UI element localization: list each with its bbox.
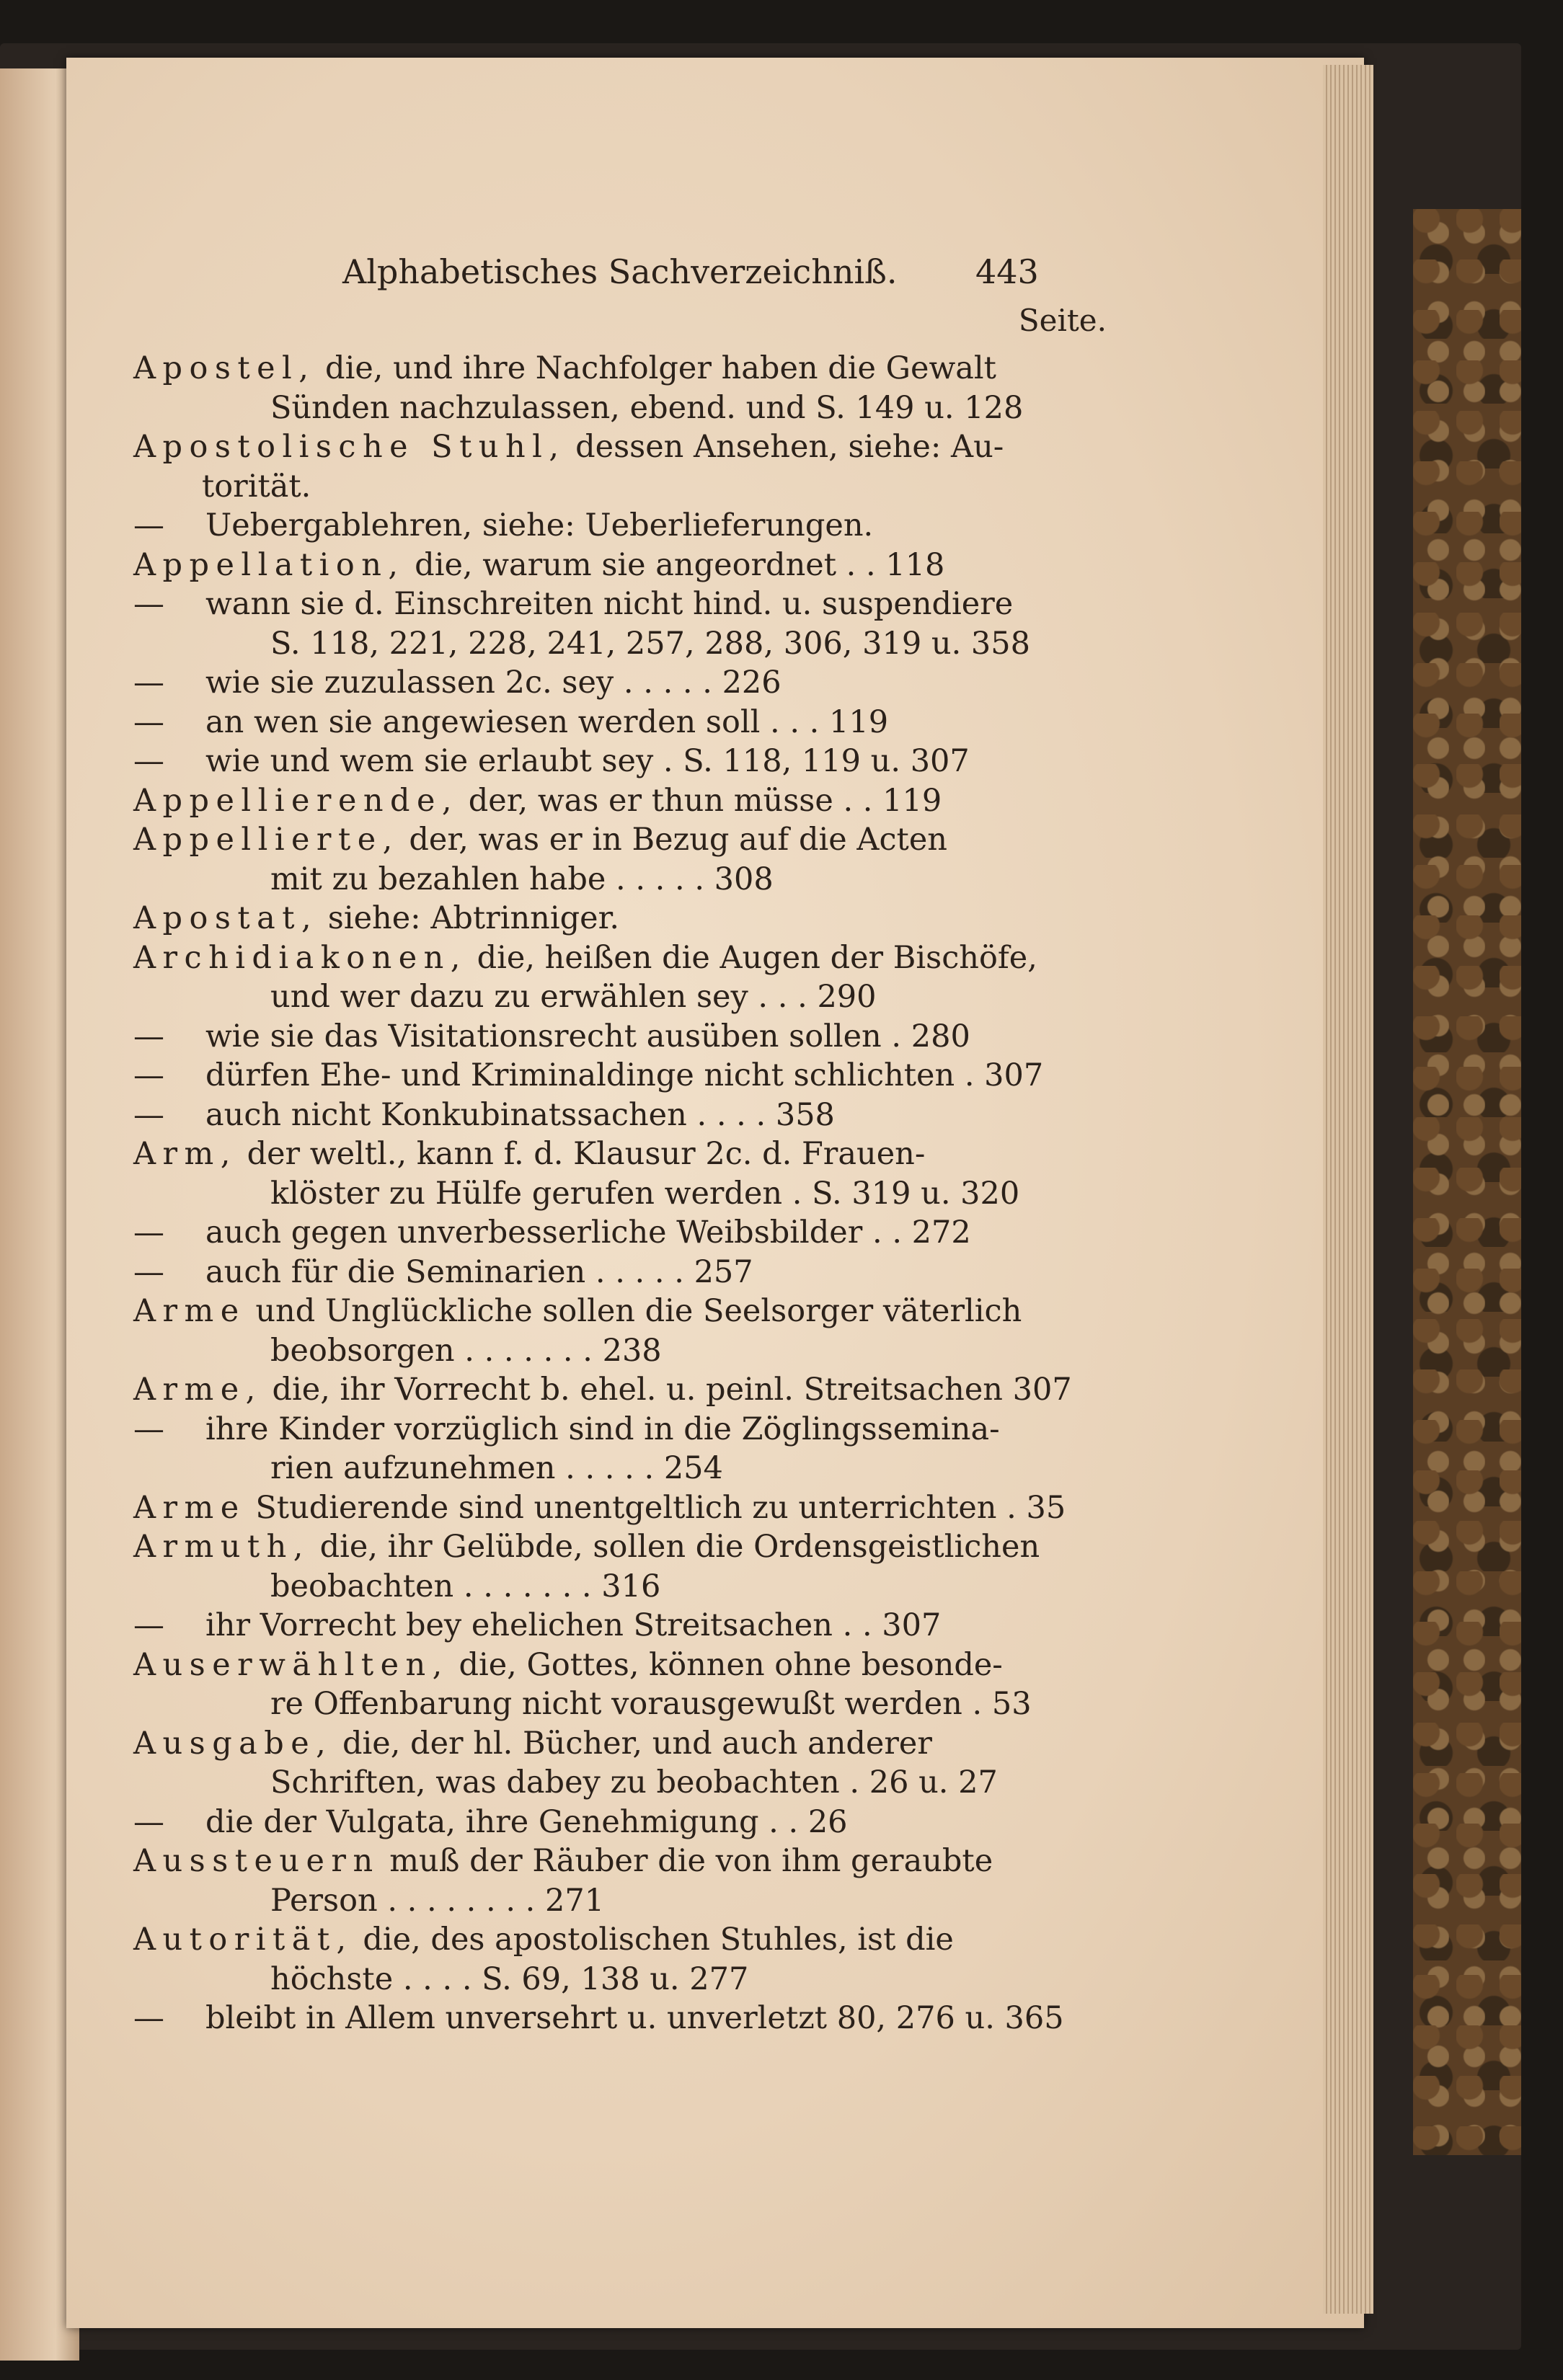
index-description: siehe: Abtrinniger. <box>318 900 620 936</box>
index-line <box>133 1135 1107 1174</box>
index-line <box>133 1803 1107 1842</box>
dash-mark: — <box>133 1253 164 1290</box>
dash-mark: — <box>133 665 164 701</box>
index-description: der, was er thun müsse . . 119 <box>459 782 942 819</box>
index-continuation: höchste . . . . S. 69, 138 u. 277 <box>270 1961 749 1997</box>
index-continuation: re Offenbarung nicht vorausgewußt werden . 53 <box>270 1686 1032 1722</box>
index-line <box>133 1999 1107 2038</box>
index-term: Appellation, <box>133 546 405 583</box>
index-line <box>133 1606 1107 1646</box>
index-line <box>133 1096 1107 1135</box>
marbled-board <box>1413 209 1521 2155</box>
index-line <box>133 781 1107 821</box>
index-subentry: auch für die Seminarien . . . . . 257 <box>205 1253 753 1290</box>
index-line <box>133 1370 1107 1410</box>
index-description: die, der hl. Bücher, und auch anderer <box>332 1725 932 1762</box>
index-line <box>133 1920 1107 1960</box>
index-line <box>133 1056 1107 1096</box>
dash-mark: — <box>133 1803 164 1840</box>
page-content <box>133 252 1107 2038</box>
column-label: Seite. <box>1018 303 1107 338</box>
index-line <box>133 703 1107 742</box>
index-description: Studierende sind unentgeltlich zu unterrichten . 35 <box>245 1489 1066 1526</box>
index-line <box>133 938 1107 978</box>
index-line <box>133 1646 1107 1685</box>
dash-mark: — <box>133 1096 164 1133</box>
index-subentry: wie sie zuzulassen 2c. sey . . . . . 226 <box>205 665 782 701</box>
index-subentry: ihr Vorrecht bey ehelichen Streitsachen . . 307 <box>205 1607 942 1643</box>
index-continuation: mit zu bezahlen habe . . . . . 308 <box>270 861 774 897</box>
index-description: die, ihr Gelübde, sollen die Ordensgeistlichen <box>309 1529 1040 1565</box>
index-subentry: an wen sie angewiesen werden soll . . . 119 <box>205 703 889 740</box>
index-description: die, ihr Vorrecht b. ehel. u. peinl. Streitsachen 307 <box>262 1372 1072 1408</box>
dash-mark: — <box>133 743 164 779</box>
index-subentry: wann sie d. Einschreiten nicht hind. u. suspendiere <box>205 586 1014 622</box>
index-description: die, Gottes, können ohne besonde- <box>448 1646 1003 1683</box>
index-line <box>133 546 1107 585</box>
index-term: Archidiakonen, <box>133 939 467 976</box>
dash-mark: — <box>133 1215 164 1251</box>
index-description: die, des apostolischen Stuhles, ist die <box>353 1922 954 1958</box>
index-line <box>133 1842 1107 1881</box>
index-description: die, und ihre Nachfolger haben die Gewalt <box>315 350 996 386</box>
index-description: und Unglückliche sollen die Seelsorger väterlich <box>245 1293 1022 1329</box>
index-term: Autorität, <box>133 1922 353 1958</box>
index-continuation: beobsorgen . . . . . . . 238 <box>270 1332 662 1369</box>
page-edges <box>1323 65 1373 2314</box>
index-line <box>133 1292 1107 1331</box>
index-continuation: Sünden nachzulassen, ebend. und S. 149 u. 128 <box>270 389 1024 426</box>
dash-mark: — <box>133 586 164 622</box>
dash-mark: — <box>133 1411 164 1447</box>
index-line <box>133 349 1107 388</box>
index-line <box>133 1527 1107 1567</box>
index-term: Ausgabe, <box>133 1725 333 1762</box>
index-term: Auserwählten, <box>133 1646 449 1683</box>
dash-mark: — <box>133 1607 164 1643</box>
index-line <box>133 506 1107 546</box>
index-term: Apostat, <box>133 900 319 936</box>
index-term: Arm, <box>133 1136 237 1172</box>
dash-mark: — <box>133 703 164 740</box>
index-subentry: auch nicht Konkubinatssachen . . . . 358 <box>205 1096 835 1133</box>
index-subentry: ihre Kinder vorzüglich sind in die Zöglingssemina- <box>205 1411 1000 1447</box>
index-description: der weltl., kann f. d. Klausur 2c. d. Frauen- <box>236 1136 926 1172</box>
index-line <box>133 899 1107 938</box>
index-term: Appellierte, <box>133 822 399 858</box>
index-line <box>133 1213 1107 1253</box>
index-line <box>133 427 1107 467</box>
index-entries <box>133 349 1107 2038</box>
index-term: Arme, <box>133 1372 262 1408</box>
index-continuation: S. 118, 221, 228, 241, 257, 288, 306, 319 u. 358 <box>270 625 1030 662</box>
index-continuation: Person . . . . . . . . 271 <box>270 1882 605 1919</box>
index-continuation: beobachten . . . . . . . 316 <box>270 1568 661 1604</box>
index-subentry: bleibt in Allem unversehrt u. unverletzt 80, 276 u. 365 <box>205 2000 1064 2036</box>
page-header <box>133 252 1107 303</box>
index-term: Arme <box>133 1489 246 1526</box>
index-subentry: wie sie das Visitationsrecht ausüben sollen . 280 <box>205 1018 970 1054</box>
index-line <box>133 742 1107 781</box>
index-term: Armuth, <box>133 1529 310 1565</box>
index-subentry: auch gegen unverbesserliche Weibsbilder . . 272 <box>205 1215 971 1251</box>
dash-mark: — <box>133 1018 164 1054</box>
dash-mark: — <box>133 1057 164 1093</box>
index-continuation: torität. <box>202 468 311 505</box>
index-description: dessen Ansehen, siehe: Au- <box>565 429 1004 465</box>
index-term: Appellierende, <box>133 782 459 819</box>
index-subentry: wie und wem sie erlaubt sey . S. 118, 119 u. 307 <box>205 743 970 779</box>
index-line <box>133 1724 1107 1764</box>
index-term: Apostolische Stuhl, <box>133 429 566 465</box>
index-line <box>133 663 1107 703</box>
index-continuation: Schriften, was dabey zu beobachten . 26 u. 27 <box>270 1764 998 1800</box>
index-description: die, heißen die Augen der Bischöfe, <box>466 939 1037 976</box>
index-term: Apostel, <box>133 350 316 386</box>
index-continuation: rien aufzunehmen . . . . . 254 <box>270 1450 723 1486</box>
index-term: Aussteuern <box>133 1843 380 1879</box>
running-title: Alphabetisches Sachverzeichniß. <box>342 252 898 291</box>
index-line <box>133 1410 1107 1449</box>
index-line <box>133 1017 1107 1057</box>
index-description: muß der Räuber die von ihm geraubte <box>379 1843 993 1879</box>
page-number: 443 <box>975 252 1039 291</box>
index-subentry: Uebergablehren, siehe: Ueberlieferungen. <box>205 507 874 543</box>
index-line <box>133 1253 1107 1292</box>
index-line <box>133 820 1107 860</box>
index-subentry: die der Vulgata, ihre Genehmigung . . 26 <box>205 1803 848 1840</box>
index-term: Arme <box>133 1293 246 1329</box>
index-description: der, was er in Bezug auf die Acten <box>399 822 947 858</box>
dash-mark: — <box>133 2000 164 2036</box>
index-continuation: und wer dazu zu erwählen sey . . . 290 <box>270 979 877 1015</box>
index-description: die, warum sie angeordnet . . 118 <box>404 546 945 583</box>
index-subentry: dürfen Ehe- und Kriminaldinge nicht schlichten . 307 <box>205 1057 1044 1093</box>
index-line <box>133 585 1107 624</box>
index-continuation: klöster zu Hülfe gerufen werden . S. 319 u. 320 <box>270 1175 1020 1212</box>
index-line <box>133 1488 1107 1528</box>
dash-mark: — <box>133 507 164 543</box>
